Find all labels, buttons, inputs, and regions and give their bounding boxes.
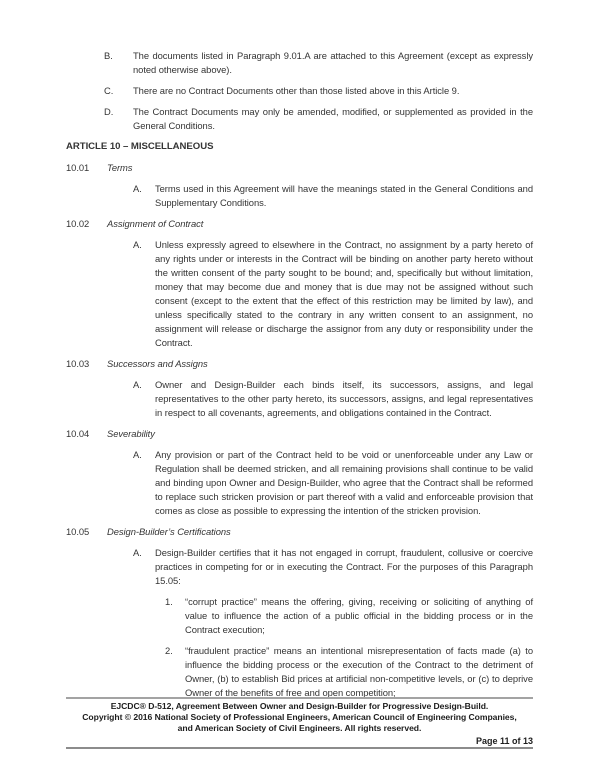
section-clause [133, 238, 533, 350]
clause-text: Successors and Assigns [107, 358, 208, 369]
article-9-clause [104, 105, 533, 133]
section-heading [66, 525, 533, 539]
clause-marker: D. [104, 106, 114, 117]
footer-copyright-line-2: and American Society of Civil Engineers. All rights reserved. [177, 723, 422, 733]
clause-text: Owner and Design-Builder each binds itself, its successors, assigns, and legal representatives to the other party hereto, its successors, assigns, and legal representatives in respect to all covenants, agreements, and obligations contained in the Contract. [155, 379, 533, 418]
clause-text: Assignment of Contract [107, 218, 204, 229]
clause-marker: 10.05 [66, 526, 90, 537]
clause-text: “corrupt practice” means the offering, giving, receiving or soliciting of anything of value to influence the action of a public official in the bidding process or in the Contract execution; [185, 596, 533, 635]
article-10-heading: ARTICLE 10 – MISCELLANEOUS [66, 141, 214, 152]
article-9-clause [104, 84, 533, 98]
clause-text: Any provision or part of the Contract held to be void or unenforceable under any Law or Regulation shall be deemed stricken, and all remaining provisions shall continue to be valid and binding upon Owner and Design-Builder, who agree that the Contract shall be reformed to replace such stricken provision or part thereof with a valid and enforceable provision that comes as close as possible to expressing the intention of the stricken provision. [155, 449, 533, 516]
section-subclause [165, 595, 533, 637]
clause-text: Severability [107, 428, 155, 439]
section-clause [133, 378, 533, 420]
clause-text: Design-Builder certifies that it has not engaged in corrupt, fraudulent, collusive or coercive practices in competing for or in executing the Contract. For the purposes of this Paragraph 15.05: [155, 547, 533, 586]
page-footer [66, 697, 533, 749]
section-heading [66, 357, 533, 371]
clause-marker: 1. [165, 596, 173, 607]
clause-text: Terms [107, 162, 133, 173]
article-10-sections [66, 161, 533, 700]
clause-marker: A. [133, 449, 142, 460]
section-subclause [165, 644, 533, 700]
section-heading [66, 427, 533, 441]
article-9-items [66, 49, 533, 133]
clause-marker: B. [104, 50, 113, 61]
clause-marker: 10.04 [66, 428, 90, 439]
clause-marker: 2. [165, 645, 173, 656]
clause-marker: A. [133, 547, 142, 558]
section-heading [66, 217, 533, 231]
clause-text: “fraudulent practice” means an intentional misrepresentation of facts made (a) to influence the bidding process or the execution of the Contract to the detriment of Owner, (b) to establish Bid prices at artificial non-competitive levels, or (c) to deprive Owner of the benefits of free and open competition; [185, 645, 533, 698]
article-9-clause [104, 49, 533, 77]
clause-marker: C. [104, 85, 114, 96]
section-clause [133, 546, 533, 588]
clause-marker: A. [133, 239, 142, 250]
clause-text: The Contract Documents may only be amended, modified, or supplemented as provided in the General Conditions. [133, 106, 533, 131]
clause-marker: A. [133, 183, 142, 194]
footer-copyright-line: Copyright © 2016 National Society of Professional Engineers, American Council of Engineering Companies, [82, 712, 517, 722]
clause-marker: A. [133, 379, 142, 390]
clause-marker: 10.01 [66, 162, 90, 173]
clause-marker: 10.03 [66, 358, 90, 369]
section-clause [133, 182, 533, 210]
footer-document-title: EJCDC® D-512, Agreement Between Owner and Design-Builder for Progressive Design-Build. [110, 701, 489, 711]
document-body [66, 49, 533, 707]
section-clause [133, 448, 533, 518]
clause-text: The documents listed in Paragraph 9.01.A are attached to this Agreement (except as expressly noted otherwise above). [133, 50, 533, 75]
clause-marker: 10.02 [66, 218, 90, 229]
clause-text: Terms used in this Agreement will have the meanings stated in the General Conditions and Supplementary Conditions. [155, 183, 533, 208]
clause-text: There are no Contract Documents other than those listed above in this Article 9. [133, 85, 460, 96]
section-heading [66, 161, 533, 175]
clause-text: Design-Builder’s Certifications [107, 526, 231, 537]
page-number-label: Page 11 of 13 [475, 736, 533, 746]
clause-text: Unless expressly agreed to elsewhere in the Contract, no assignment by a party hereto of any rights under or interests in the Contract will be binding on another party hereto without the written consent of the party sought to be bound; and, specifically but without limitation, money that may become due and money that is due may not be assigned without such consent (except to the extent that the effect of this restriction may be limited by law), and unless specifically stated to the contrary in any written consent to an assignment, no assignment will release or discharge the assignor from any duty or responsibility under the Contract. [155, 239, 533, 348]
